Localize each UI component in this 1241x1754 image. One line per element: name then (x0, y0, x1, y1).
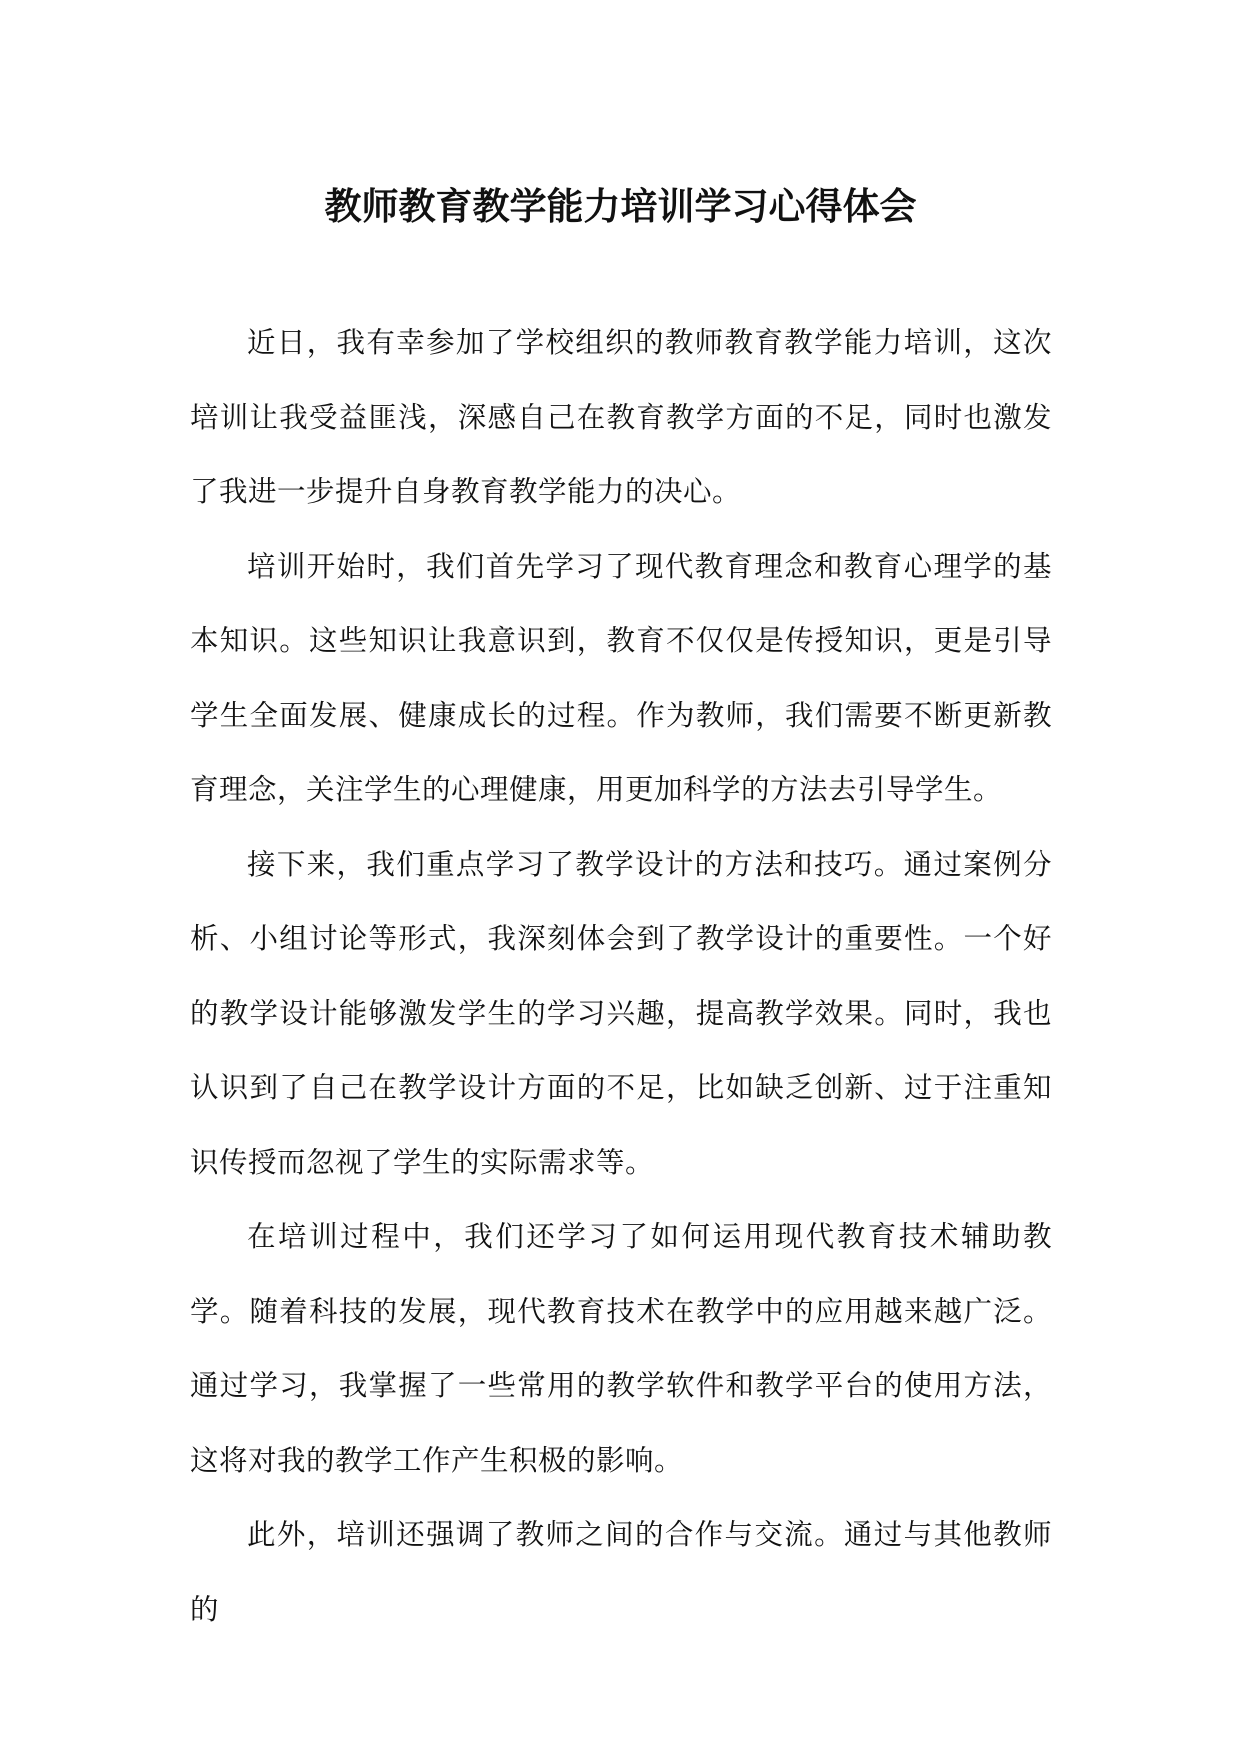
paragraph-2: 培训开始时，我们首先学习了现代教育理念和教育心理学的基本知识。这些知识让我意识到，教育不仅仅是传授知识，更是引导学生全面发展、健康成长的过程。作为教师，我们需要不断更新教育理念，关注学生的心理健康，用更加科学的方法去引导学生。 (190, 549, 1052, 806)
paragraph-1: 近日，我有幸参加了学校组织的教师教育教学能力培训，这次培训让我受益匪浅，深感自己在教育教学方面的不足，同时也激发了我进一步提升自身教育教学能力的决心。 (190, 326, 1052, 508)
document-title: 教师教育教学能力培训学习心得体会 (324, 185, 917, 228)
paragraph-3: 接下来，我们重点学习了教学设计的方法和技巧。通过案例分析、小组讨论等形式，我深刻体会到了教学设计的重要性。一个好的教学设计能够激发学生的学习兴趣，提高教学效果。同时，我也认识到了自己在教学设计方面的不足，比如缺乏创新、过于注重知识传授而忽视了学生的实际需求等。 (190, 847, 1052, 1179)
paragraph-5: 此外，培训还强调了教师之间的合作与交流。通过与其他教师的 (190, 1518, 1052, 1626)
paragraph-4: 在培训过程中，我们还学习了如何运用现代教育技术辅助教学。随着科技的发展，现代教育技术在教学中的应用越来越广泛。通过学习，我掌握了一些常用的教学软件和教学平台的使用方法，这将对我的教学工作产生积极的影响。 (190, 1220, 1052, 1477)
document-body (190, 306, 1052, 1647)
